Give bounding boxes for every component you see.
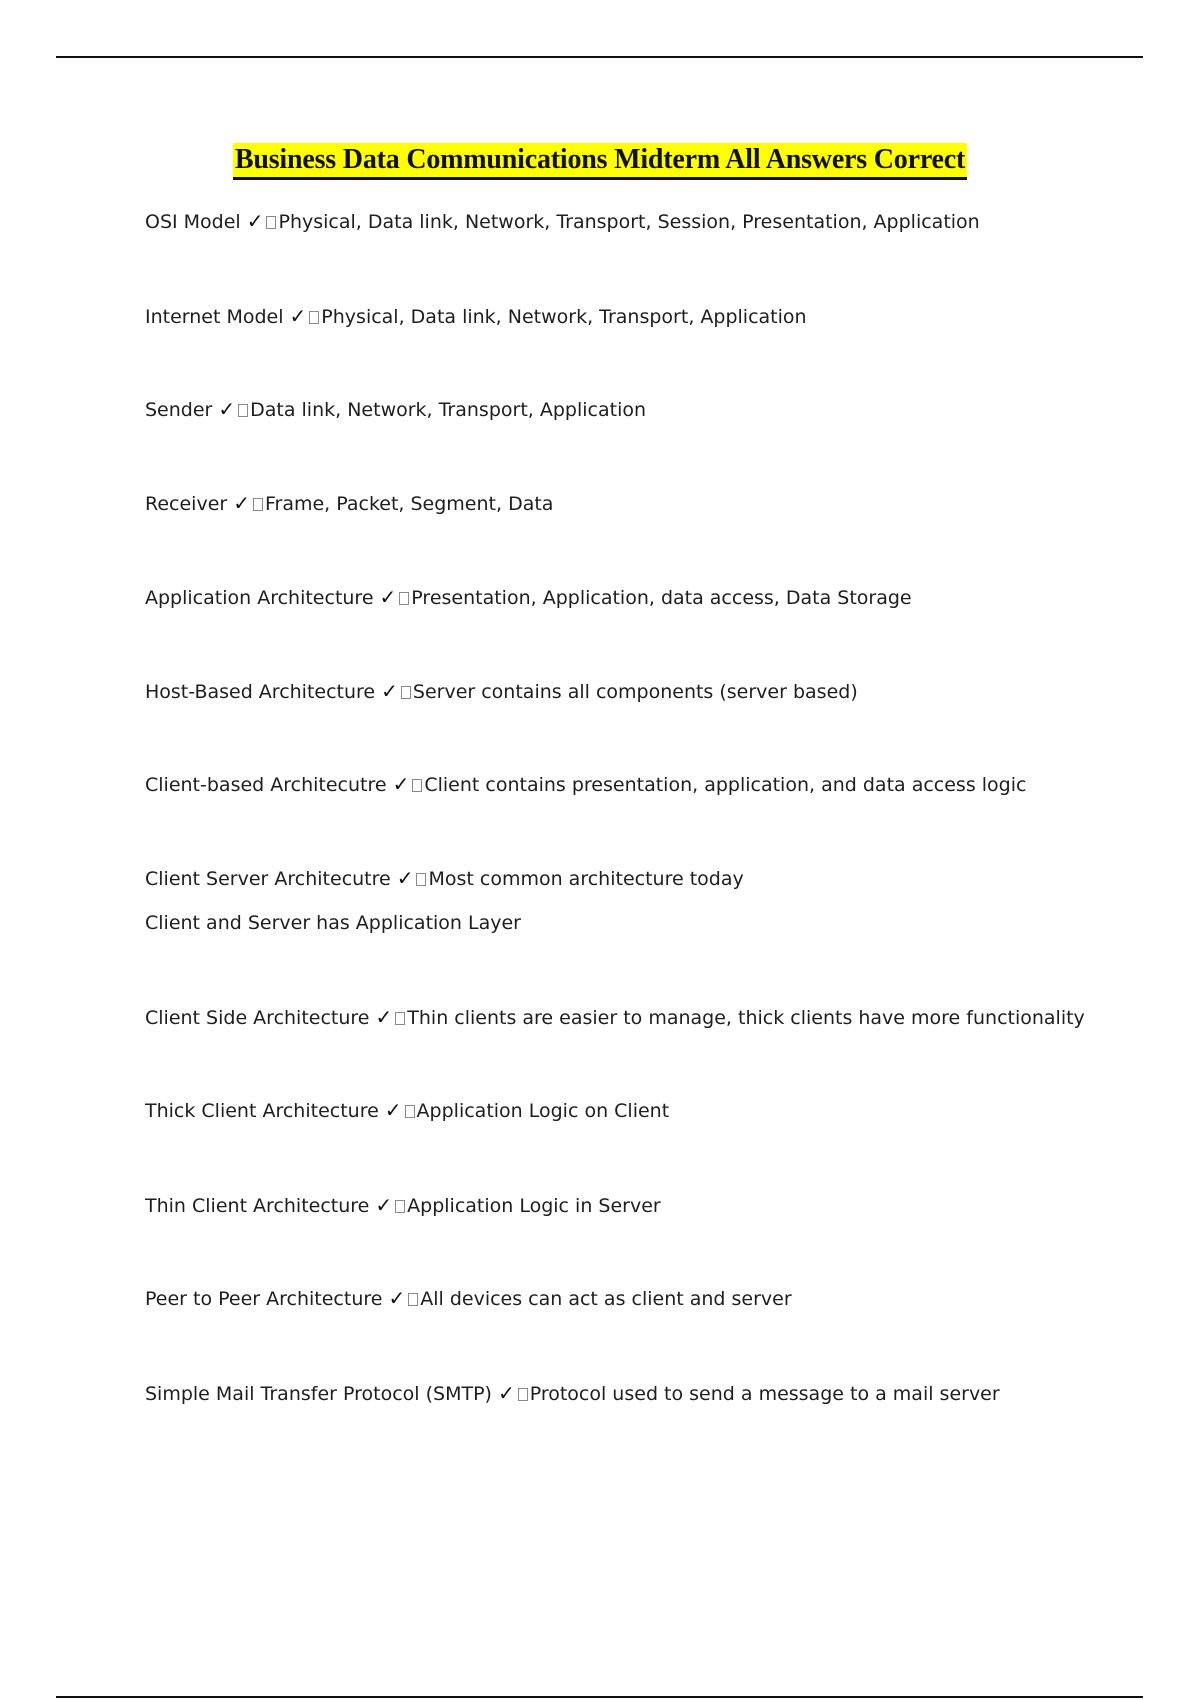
check-icon: ✓ [497, 1381, 515, 1405]
check-icon: ✓ [246, 209, 264, 233]
check-icon: ✓ [381, 679, 398, 703]
title-container [0, 143, 1200, 180]
check-icon: ✓ [233, 491, 250, 515]
qa-term: Receiver [145, 493, 228, 515]
placeholder-box-icon [395, 1012, 405, 1025]
qa-answer: Server contains all components (server based) [412, 681, 858, 703]
qa-item-osi-model [145, 208, 1145, 235]
qa-term: Client Side Architecture [145, 1007, 370, 1029]
qa-item-application-architecture [145, 584, 1145, 611]
placeholder-box-icon [416, 873, 426, 886]
qa-answer: Application Logic on Client [416, 1100, 670, 1122]
qa-item-thick-client-architecture [145, 1097, 1145, 1124]
qa-item-host-based-architecture [145, 678, 1145, 705]
qa-item-peer-to-peer-architecture [145, 1285, 1145, 1312]
check-icon: ✓ [218, 397, 236, 421]
qa-term: Sender [145, 399, 213, 421]
check-icon: ✓ [375, 1005, 393, 1029]
placeholder-box-icon [399, 592, 409, 605]
placeholder-box-icon [412, 779, 422, 792]
qa-term: Client Server Architecutre [145, 868, 391, 890]
qa-answer: Protocol used to send a message to a mail server [529, 1383, 1000, 1405]
qa-item-sender [145, 396, 1145, 423]
check-icon: ✓ [396, 866, 414, 890]
qa-term: Thin Client Architecture [145, 1195, 370, 1217]
check-icon: ✓ [392, 772, 410, 796]
qa-answer: Application Logic in Server [407, 1195, 661, 1217]
qa-term: Client-based Architecutre [145, 774, 387, 796]
qa-term: Thick Client Architecture [145, 1100, 379, 1122]
check-icon: ✓ [384, 1098, 402, 1122]
placeholder-box-icon [253, 498, 263, 511]
qa-term: Internet Model [145, 306, 284, 328]
qa-term: OSI Model [145, 211, 241, 233]
qa-item-client-side-architecture [145, 1004, 1145, 1031]
placeholder-box-icon [401, 686, 411, 699]
qa-answer: Physical, Data link, Network, Transport, Session, Presentation, Application [278, 211, 980, 233]
check-icon: ✓ [289, 304, 307, 328]
qa-item-receiver [145, 490, 1145, 517]
placeholder-box-icon [238, 404, 248, 417]
qa-answer: Most common architecture today [428, 868, 744, 890]
qa-term: Host-Based Architecture [145, 681, 376, 703]
placeholder-box-icon [408, 1293, 418, 1306]
qa-term: Peer to Peer Architecture [145, 1288, 383, 1310]
placeholder-box-icon [309, 311, 319, 324]
qa-answer: Thin clients are easier to manage, thick clients have more functionality [407, 1007, 1085, 1029]
qa-answer: Client contains presentation, application, and data access logic [424, 774, 1027, 796]
qa-answer: Frame, Packet, Segment, Data [264, 493, 554, 515]
check-icon: ✓ [375, 1193, 393, 1217]
qa-item-thin-client-architecture [145, 1192, 1145, 1219]
check-icon: ✓ [379, 585, 397, 609]
placeholder-box-icon [405, 1105, 415, 1118]
bottom-rule [56, 1696, 1143, 1698]
qa-item-client-based-architecture [145, 771, 1145, 798]
qa-term: Application Architecture [145, 587, 374, 609]
qa-answer: All devices can act as client and server [420, 1288, 792, 1310]
qa-item-client-server-architecture [145, 865, 1145, 936]
qa-answer: Presentation, Application, data access, Data Storage [411, 587, 912, 609]
qa-answer-continuation: Client and Server has Application Layer [145, 912, 521, 934]
qa-item-internet-model [145, 303, 1145, 330]
qa-answer: Physical, Data link, Network, Transport, Application [321, 306, 807, 328]
placeholder-box-icon [518, 1388, 528, 1401]
placeholder-box-icon [266, 216, 276, 229]
qa-term: Simple Mail Transfer Protocol (SMTP) [145, 1383, 492, 1405]
document-title: Business Data Communications Midterm All Answers Correct [233, 143, 967, 180]
qa-item-smtp [145, 1380, 1145, 1407]
check-icon: ✓ [388, 1286, 406, 1310]
qa-answer: Data link, Network, Transport, Application [250, 399, 647, 421]
top-rule [56, 56, 1143, 58]
placeholder-box-icon [395, 1200, 405, 1213]
